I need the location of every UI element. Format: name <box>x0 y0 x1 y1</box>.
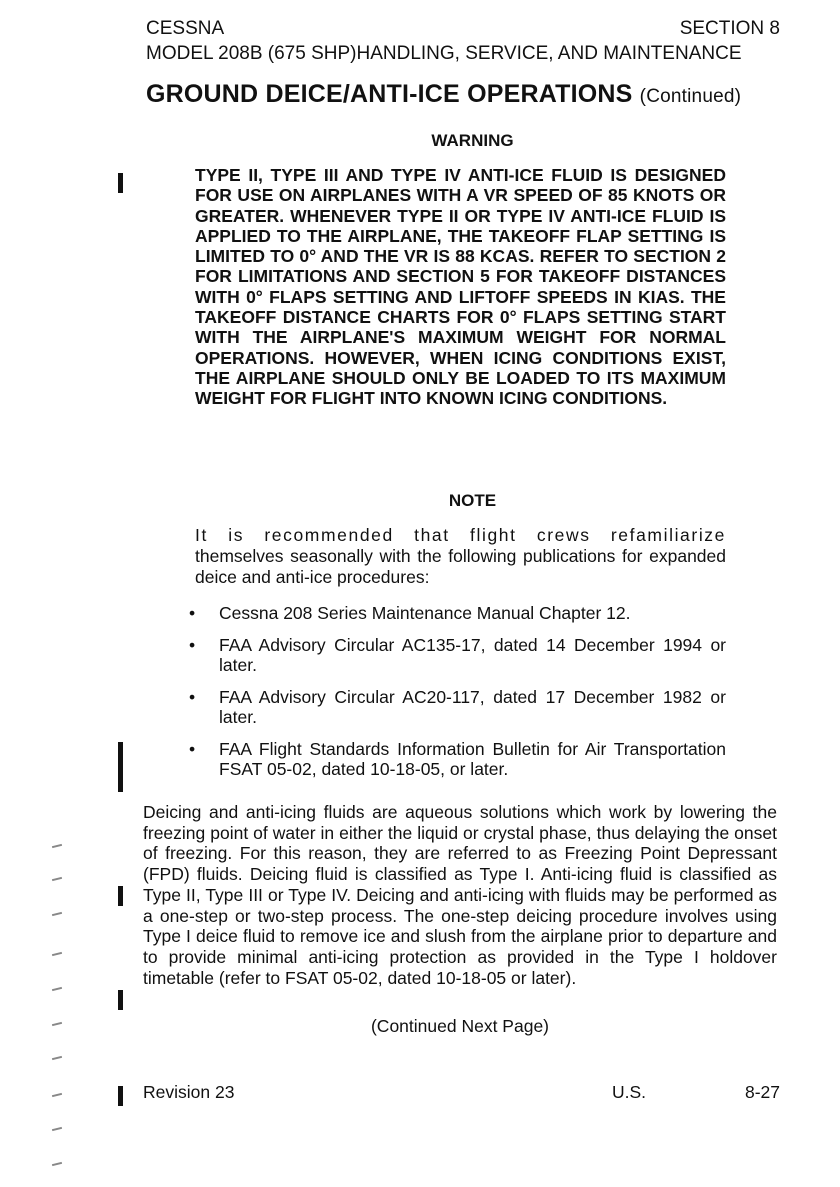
header-model-line: MODEL 208B (675 SHP)HANDLING, SERVICE, AND MAINTENANCE <box>146 43 742 64</box>
page-title <box>146 80 741 109</box>
list-item-text: Cessna 208 Series Maintenance Manual Chapter 12. <box>219 603 631 623</box>
scan-mark <box>52 952 62 956</box>
scan-mark <box>52 1127 62 1131</box>
scan-mark <box>52 912 62 916</box>
scan-mark <box>52 1056 62 1060</box>
list-item <box>189 687 726 728</box>
change-bar <box>118 173 123 193</box>
list-item <box>189 739 726 780</box>
list-item <box>189 603 726 624</box>
list-item-text: FAA Advisory Circular AC20-117, dated 17 December 1982 or later. <box>219 686 726 727</box>
change-bar <box>118 990 123 1010</box>
bullet-icon: • <box>189 603 196 623</box>
change-bar <box>118 886 123 906</box>
bullet-icon: • <box>189 634 196 655</box>
warning-text: TYPE II, TYPE III AND TYPE IV ANTI-ICE FLUID IS DESIGNED FOR USE ON AIRPLANES WITH A VR SPEED OF 85 KNOTS OR GREATER. WHENEVER TYPE II OR TYPE IV ANTI-ICE FLUID IS APPLIED TO THE AIRPLANE, THE TAKEOFF FLAP SETTING IS LIMITED TO 0° AND THE VR IS 88 KCAS. REFER TO SECTION 2 FOR LIMITATIONS AND SECTION 5 FOR TAKEOFF DISTANCES WITH 0° FLAPS SETTING AND LIFTOFF SPEEDS IN KIAS. THE TAKEOFF DISTANCE CHARTS FOR 0° FLAPS SETTING START WITH THE AIRPLANE'S MAXIMUM WEIGHT FOR NORMAL OPERATIONS. HOWEVER, WHEN ICING CONDITIONS EXIST, THE AIRPLANE SHOULD ONLY BE LOADED TO ITS MAXIMUM WEIGHT FOR FLIGHT INTO KNOWN ICING CONDITIONS. <box>195 165 726 409</box>
scan-mark <box>52 987 62 991</box>
page-title-suffix: (Continued) <box>639 86 742 107</box>
scan-mark <box>52 1162 62 1166</box>
body-paragraph: Deicing and anti-icing fluids are aqueous solutions which work by lowering the freezing point of water in either the liquid or crystal phase, thus delaying the onset of freezing. For this reason, they are referred to as Freezing Point Depressant (FPD) fluids. Deicing fluid is classified as Type I. Anti-icing fluid is classified as Type II, Type III or Type IV. Deicing and anti-icing with fluids may be performed as a one-step or two-step process. The one-step deicing procedure involves using Type I deice fluid to remove ice and slush from the airplane prior to departure and to provide minimal anti-icing protection as provided in the Type I holdover timetable (refer to FSAT 05-02, dated 10-18-05 or later). <box>143 802 777 988</box>
bullet-icon: • <box>189 686 196 707</box>
note-heading: NOTE <box>448 491 497 510</box>
scan-mark <box>52 844 62 848</box>
header-section: SECTION 8 <box>679 18 780 39</box>
list-item <box>189 635 726 676</box>
change-bar <box>118 742 123 792</box>
scan-mark <box>52 877 62 881</box>
footer-revision: Revision 23 <box>143 1082 235 1102</box>
publications-list <box>189 603 726 791</box>
header-manufacturer: CESSNA <box>146 18 225 39</box>
scan-mark <box>52 1093 62 1097</box>
change-bar <box>118 1086 123 1106</box>
list-item-text: FAA Advisory Circular AC135-17, dated 14 December 1994 or later. <box>219 634 726 675</box>
note-text <box>195 525 726 588</box>
note-text-rest: themselves seasonally with the following publications for expanded deice and anti-ice procedures: <box>195 546 726 587</box>
bullet-icon: • <box>189 738 196 759</box>
footer-page-number: 8-27 <box>744 1082 780 1102</box>
warning-heading: WARNING <box>431 131 514 150</box>
list-item-text: FAA Flight Standards Information Bulletin for Air Transportation FSAT 05-02, dated 10-18-05, or later. <box>219 738 726 779</box>
page-title-main: GROUND DEICE/ANTI-ICE OPERATIONS <box>146 80 633 108</box>
footer-region: U.S. <box>612 1082 647 1102</box>
note-text-first: It is recommended that flight crews refamiliarize <box>195 525 726 545</box>
continued-label: (Continued Next Page) <box>370 1016 550 1036</box>
